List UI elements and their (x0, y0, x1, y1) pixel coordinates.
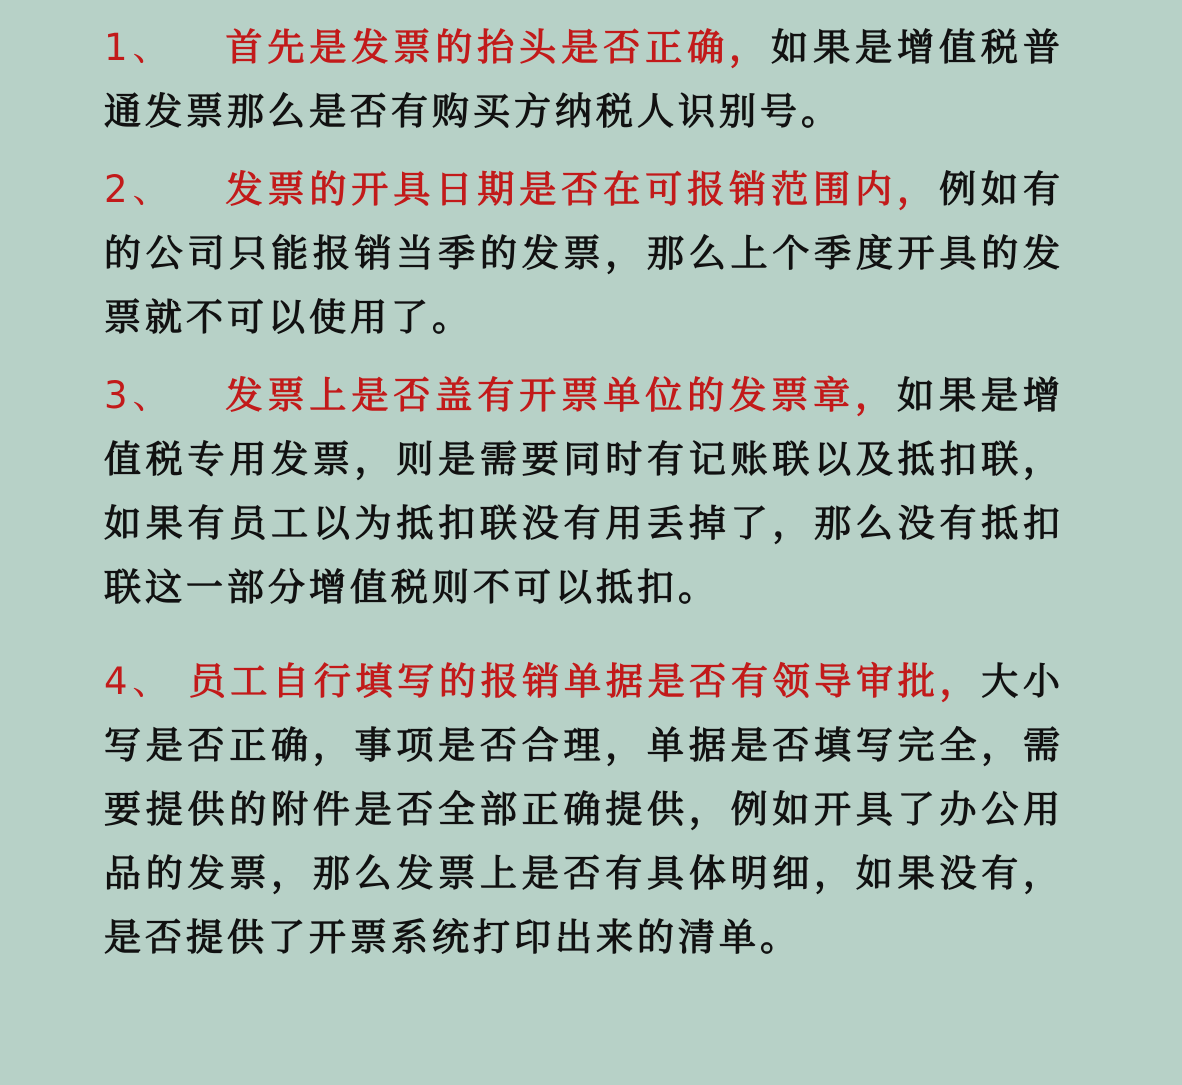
item-text: 如果是增值税普通发票那么是否有购买方纳税人识别号。 (104, 26, 1065, 133)
item-text: 例如有的公司只能报销当季的发票，那么上个季度开具的发票就不可以使用了。 (104, 168, 1065, 339)
item-highlight: 首先是发票的抬头是否正确， (224, 26, 772, 69)
document-body (104, 16, 1064, 970)
item-text: 大小写是否正确，事项是否合理，单据是否填写完全，需要提供的附件是否全部正确提供，例如开具了办公用品的发票，那么发票上是否有具体明细，如果没有，是否提供了开票系统打印出来的清单。 (104, 660, 1065, 959)
checklist-item-1 (104, 16, 1064, 144)
item-number: 3、 (104, 374, 175, 417)
checklist-item-4 (104, 650, 1064, 970)
item-number: 1、 (104, 26, 175, 69)
item-number: 4、 (104, 660, 174, 703)
item-text: 如果是增值税专用发票，则是需要同时有记账联以及抵扣联，如果有员工以为抵扣联没有用丢掉了，那么没有抵扣联这一部分增值税则不可以抵扣。 (104, 374, 1065, 609)
item-highlight: 发票上是否盖有开票单位的发票章， (224, 374, 898, 417)
checklist-item-2 (104, 158, 1064, 350)
item-highlight: 发票的开具日期是否在可报销范围内， (224, 168, 940, 211)
checklist-item-3 (104, 364, 1064, 620)
item-highlight: 员工自行填写的报销单据是否有领导审批， (187, 660, 982, 703)
item-number: 2、 (104, 168, 175, 211)
